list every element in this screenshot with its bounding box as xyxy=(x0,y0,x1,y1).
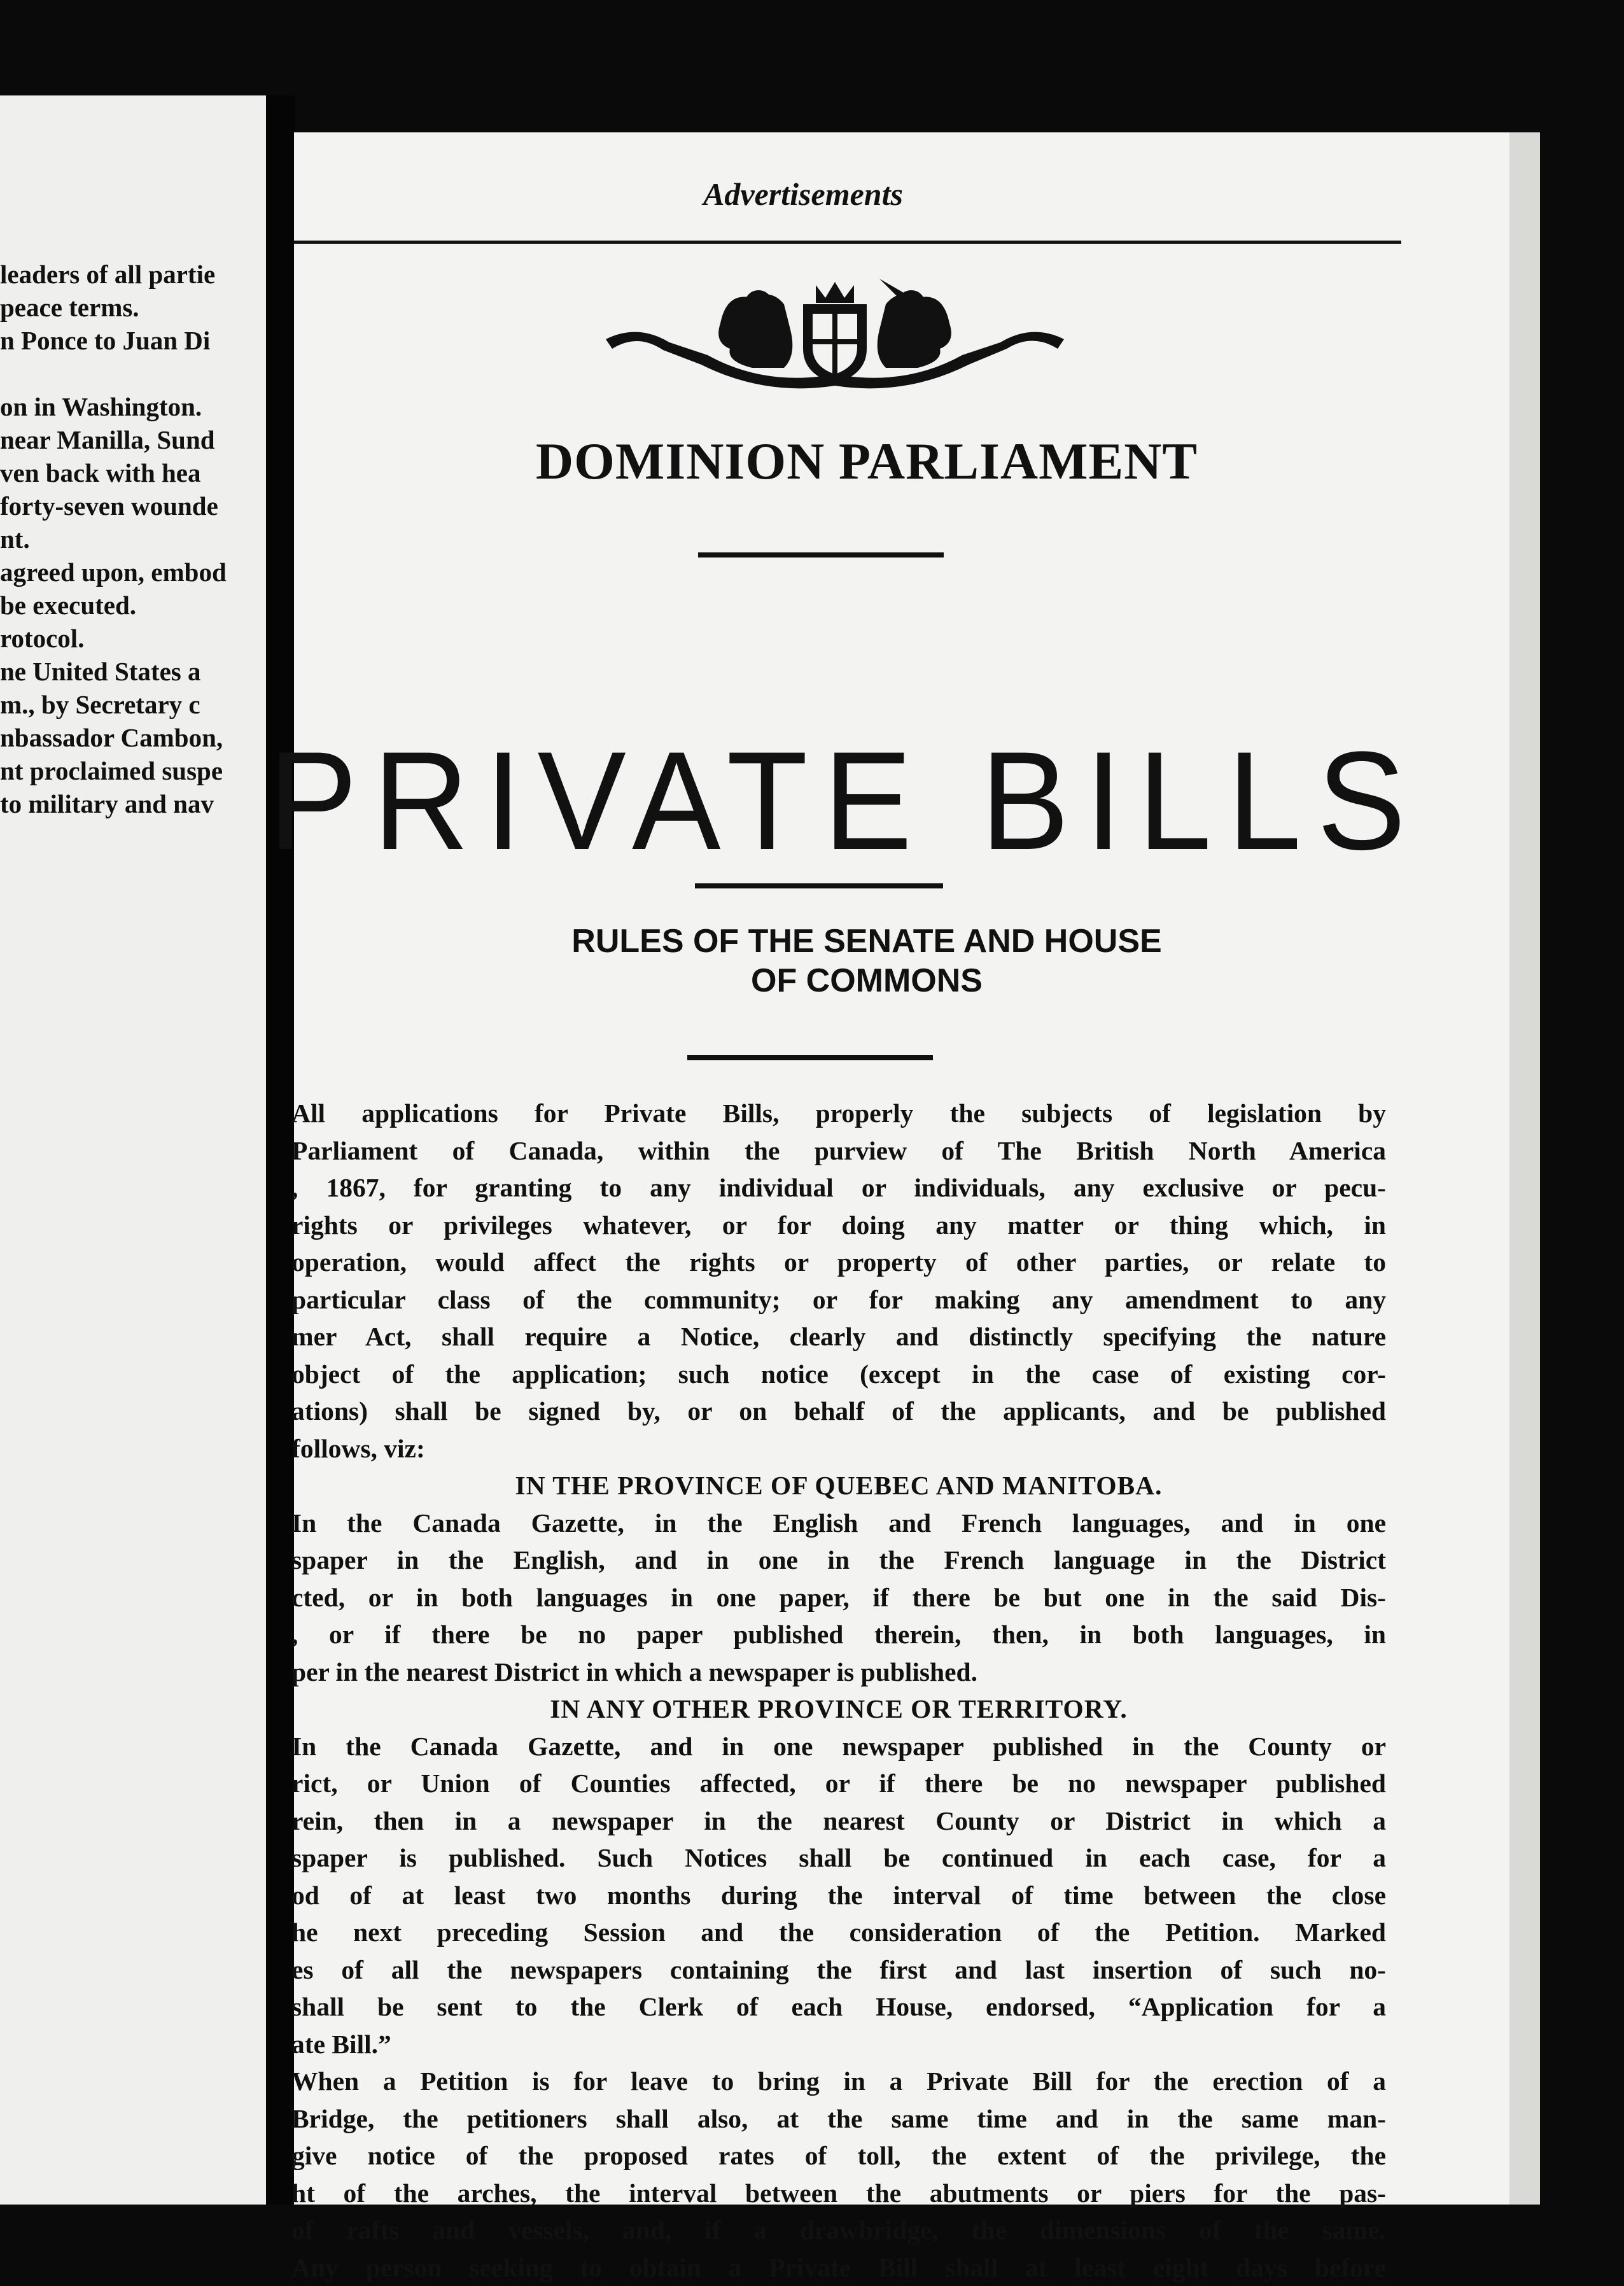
text-line: ne United States a xyxy=(0,655,280,688)
text-line: n Ponce to Juan Di xyxy=(0,324,280,357)
running-header: Advertisements xyxy=(294,176,1312,213)
text-line: When a Petition is for leave to bring in a Private Bill for the erection of a xyxy=(291,2063,1386,2100)
text-line: operation, would affect the rights or property of other parties, or relate to xyxy=(291,1244,1386,1281)
text-line: he next preceding Session and the consideration of the Petition. Marked xyxy=(291,1914,1386,1951)
private-bills-heading: PRIVATE BILLS xyxy=(269,731,1333,871)
text-line: rights or privileges whatever, or for doing any matter or thing which, in xyxy=(291,1207,1386,1244)
text-line: cted, or in both languages in one paper, if there be but one in the said Dis- xyxy=(291,1579,1386,1616)
dominion-parliament-heading: DOMINION PARLIAMENT xyxy=(294,431,1439,491)
text-line: spaper in the English, and in one in the French language in the District xyxy=(291,1541,1386,1579)
text-line: rict, or Union of Counties affected, or if there be no newspaper published xyxy=(291,1765,1386,1802)
subheading-other-province: IN ANY OTHER PROVINCE OR TERRITORY. xyxy=(291,1690,1386,1728)
text-line: ations) shall be signed by, or on behalf of the applicants, and be published xyxy=(291,1392,1386,1430)
text-line: ate Bill.” xyxy=(291,2026,1386,2063)
text-line: object of the application; such notice (except in the case of existing cor- xyxy=(291,1356,1386,1393)
page-edge xyxy=(1509,132,1540,2205)
left-page-text xyxy=(0,258,280,820)
text-line: of rafts and vessels, and, if a drawbridge, the dimensions of the same. xyxy=(291,2212,1386,2249)
text-line: All applications for Private Bills, properly the subjects of legislation by xyxy=(291,1095,1386,1132)
text-line: , or if there be no paper published therein, then, in both languages, in xyxy=(291,1616,1386,1653)
text-line: In the Canada Gazette, and in one newspaper published in the County or xyxy=(291,1728,1386,1765)
text-line: ven back with hea xyxy=(0,456,280,489)
text-line: agreed upon, embod xyxy=(0,556,280,589)
text-line: rein, then in a newspaper in the nearest County or District in which a xyxy=(291,1802,1386,1840)
text-line: od of at least two months during the interval of time between the close xyxy=(291,1877,1386,1914)
text-line: rotocol. xyxy=(0,622,280,655)
text-line: on in Washington. xyxy=(0,390,280,423)
text-line: forty-seven wounde xyxy=(0,489,280,522)
text-line: give notice of the proposed rates of toll, the extent of the privilege, the xyxy=(291,2137,1386,2175)
rule-3 xyxy=(687,1055,933,1060)
paragraph-1 xyxy=(291,1095,1386,1467)
rules-heading-line1: RULES OF THE SENATE AND HOUSE xyxy=(294,922,1439,961)
paragraph-4 xyxy=(291,2063,1386,2286)
text-line: spaper is published. Such Notices shall be continued in each case, for a xyxy=(291,1839,1386,1877)
text-line: leaders of all partie xyxy=(0,258,280,291)
paragraph-2 xyxy=(291,1504,1386,1691)
text-line: , 1867, for granting to any individual or individuals, any exclusive or pecu- xyxy=(291,1169,1386,1207)
text-line: nt proclaimed suspe xyxy=(0,754,280,787)
rules-heading-line2: OF COMMONS xyxy=(294,961,1439,1000)
right-page xyxy=(294,132,1509,2205)
text-line: ht of the arches, the interval between the abutments or piers for the pas- xyxy=(291,2175,1386,2212)
subheading-quebec-manitoba: IN THE PROVINCE OF QUEBEC AND MANITOBA. xyxy=(291,1467,1386,1504)
text-line xyxy=(0,357,280,390)
text-line: m., by Secretary c xyxy=(0,688,280,721)
header-rule xyxy=(294,241,1401,244)
rules-heading xyxy=(294,922,1439,1000)
text-line: per in the nearest District in which a newspaper is published. xyxy=(291,1653,1386,1691)
paragraph-3 xyxy=(291,1728,1386,2063)
text-line: Bridge, the petitioners shall also, at the same time and in the same man- xyxy=(291,2100,1386,2138)
text-line: Parliament of Canada, within the purview of The British North America xyxy=(291,1132,1386,1170)
text-line: to military and nav xyxy=(0,787,280,820)
text-line: nt. xyxy=(0,522,280,556)
text-line: nbassador Cambon, xyxy=(0,721,280,754)
text-line: es of all the newspapers containing the first and last insertion of such no- xyxy=(291,1951,1386,1989)
text-line: In the Canada Gazette, in the English and French languages, and in one xyxy=(291,1504,1386,1542)
text-line: be executed. xyxy=(0,589,280,622)
rule-1 xyxy=(698,552,944,557)
text-line: particular class of the community; or for making any amendment to any xyxy=(291,1281,1386,1319)
text-line: shall be sent to the Clerk of each House, endorsed, “Application for a xyxy=(291,1988,1386,2026)
text-line: follows, viz: xyxy=(291,1430,1386,1468)
text-line: near Manilla, Sund xyxy=(0,423,280,456)
royal-coat-of-arms-icon xyxy=(599,279,1070,406)
rule-2 xyxy=(695,883,943,888)
text-line: mer Act, shall require a Notice, clearly and distinctly specifying the nature xyxy=(291,1318,1386,1356)
text-line: Any person seeking to obtain a Private Bill shall at least eight days before xyxy=(291,2249,1386,2286)
text-line: peace terms. xyxy=(0,291,280,324)
left-page xyxy=(0,95,280,2205)
body-text xyxy=(291,1095,1386,2286)
